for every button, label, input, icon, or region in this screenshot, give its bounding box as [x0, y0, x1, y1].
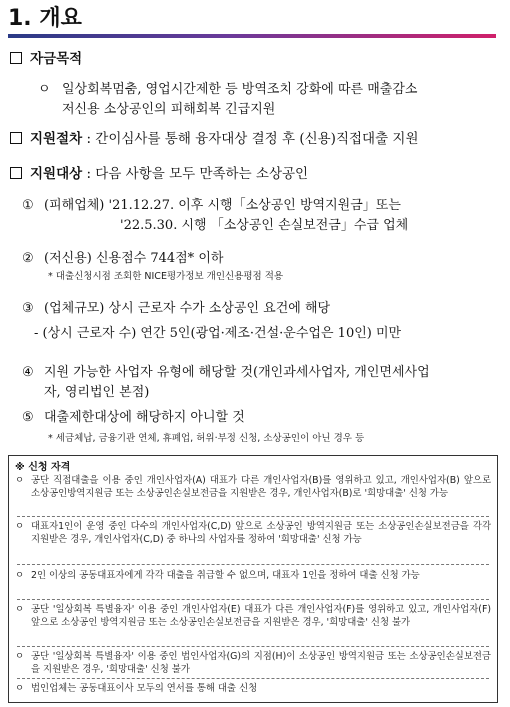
note-divider [17, 678, 489, 679]
note-item-text: 법인업체는 공동대표이사 모두의 연서를 통해 대출 신청 [31, 683, 258, 694]
note-item [15, 520, 491, 546]
section-target [10, 165, 308, 183]
section-procedure-label: 지원절차 [30, 131, 83, 147]
note-item-text: 공단 '일상회복 특별융자' 이용 중인 법인사업자(G)의 지점(H)이 소상공인 방역지원금 또는 소상공인손실보전금을 지원받은 경우, '희망대출' 신청 불가 [31, 651, 491, 675]
note-item-text: 공단 '일상회복 특별융자' 이용 중인 개인사업자(E) 대표가 다른 개인사업자(F)를 영위하고 있고, 개인사업자(F) 앞으로 소상공인 방역지원금 또는 소상공인손실보전금을 지원받은 경우, '희망대출' 신청 불가 [31, 604, 491, 628]
condition-2-note: * 대출신청시점 조회한 NICE평가정보 개인신용평점 적용 [48, 271, 284, 282]
condition-3-number: ③ [22, 301, 34, 316]
condition-3-line-1: (업체규모) 상시 근로자 수가 소상공인 요건에 해당 [44, 301, 331, 316]
condition-2-number: ② [22, 251, 34, 266]
note-divider [17, 599, 489, 600]
condition-1-line-1: (피해업체) '21.12.27. 이후 시행「소상공인 방역지원금」또는 [44, 198, 401, 213]
condition-4-number: ④ [22, 365, 34, 380]
section-purpose-label: 자금목적 [30, 51, 83, 67]
section-procedure-text: : 간이심사를 통해 융자대상 결정 후 (신용)직접대출 지원 [86, 131, 419, 147]
purpose-line-1: 일상회복멈춤, 영업시간제한 등 방역조치 강화에 따른 매출감소 [62, 82, 418, 97]
note-bullet: ㅇ [15, 521, 25, 532]
section-purpose [10, 50, 82, 68]
note-divider [17, 516, 489, 517]
note-bullet: ㅇ [15, 570, 25, 581]
note-item-text: 2인 이상의 공동대표자에게 각각 대출을 취급할 수 없으며, 대표자 1인을 정하여 대출 신청 가능 [31, 570, 420, 581]
note-bullet: ㅇ [15, 604, 25, 615]
note-divider [17, 564, 489, 565]
condition-5-number: ⑤ [22, 410, 34, 425]
purpose-line-2: 저신용 소상공인의 피해회복 긴급지원 [62, 102, 276, 117]
note-item [15, 682, 491, 695]
condition-5-line-1: 대출제한대상에 해당하지 아니할 것 [44, 410, 245, 425]
condition-3-line-2: - (상시 근로자 수) 연간 5인(광업·제조·건설·운수업은 10인) 미만 [34, 326, 402, 341]
condition-1-number: ① [22, 198, 34, 213]
note-bullet: ㅇ [15, 683, 25, 694]
condition-4-line-1: 지원 가능한 사업자 유형에 해당할 것(개인과세사업자, 개인면세사업 [44, 365, 430, 380]
note-item-text: 공단 직접대출을 이용 중인 개인사업자(A) 대표가 다른 개인사업자(B)를 영위하고 있고, 개인사업자(B) 앞으로 소상공인방역지원금 또는 소상공인손실보전금을 지원받은 경우, 개인사업자(B)로 '희망대출' 신청 가능 [31, 475, 491, 499]
purpose-bullet: ㅇ [38, 82, 51, 97]
note-divider [17, 646, 489, 647]
checkbox-square-icon [10, 52, 22, 64]
note-bullet: ㅇ [15, 475, 25, 486]
condition-1-line-2: '22.5.30. 시행 「소상공인 손실보전금」수급 업체 [120, 218, 409, 233]
page-title: 1. 개요 [8, 6, 82, 31]
note-item [15, 650, 491, 676]
section-procedure [10, 130, 419, 148]
title-bar [8, 6, 496, 38]
condition-4-line-2: 자, 영리법인 본점) [44, 385, 150, 400]
note-box-title: ※ 신청 자격 [15, 462, 71, 473]
checkbox-square-icon [10, 167, 22, 179]
title-underline [8, 34, 496, 38]
note-item-text: 대표자1인이 운영 중인 다수의 개인사업자(C,D) 앞으로 소상공인 방역지원금 또는 소상공인손실보전금을 각각 지원받은 경우, 개인사업자(C,D) 중 하나의 사업자를 정하여 '희망대출' 신청 가능 [31, 521, 491, 545]
note-item [15, 603, 491, 629]
eligibility-note-box [8, 455, 498, 703]
condition-2-line-1: (저신용) 신용점수 744점* 이하 [44, 251, 224, 266]
condition-5-note: * 세금체납, 금융기관 연체, 휴폐업, 허위·부정 신청, 소상공인이 아닌 경우 등 [48, 433, 365, 444]
section-target-text: : 다음 사항을 모두 만족하는 소상공인 [86, 166, 309, 182]
section-target-label: 지원대상 [30, 166, 83, 182]
checkbox-square-icon [10, 132, 22, 144]
note-item [15, 474, 491, 500]
note-bullet: ㅇ [15, 651, 25, 662]
note-item [15, 569, 491, 582]
